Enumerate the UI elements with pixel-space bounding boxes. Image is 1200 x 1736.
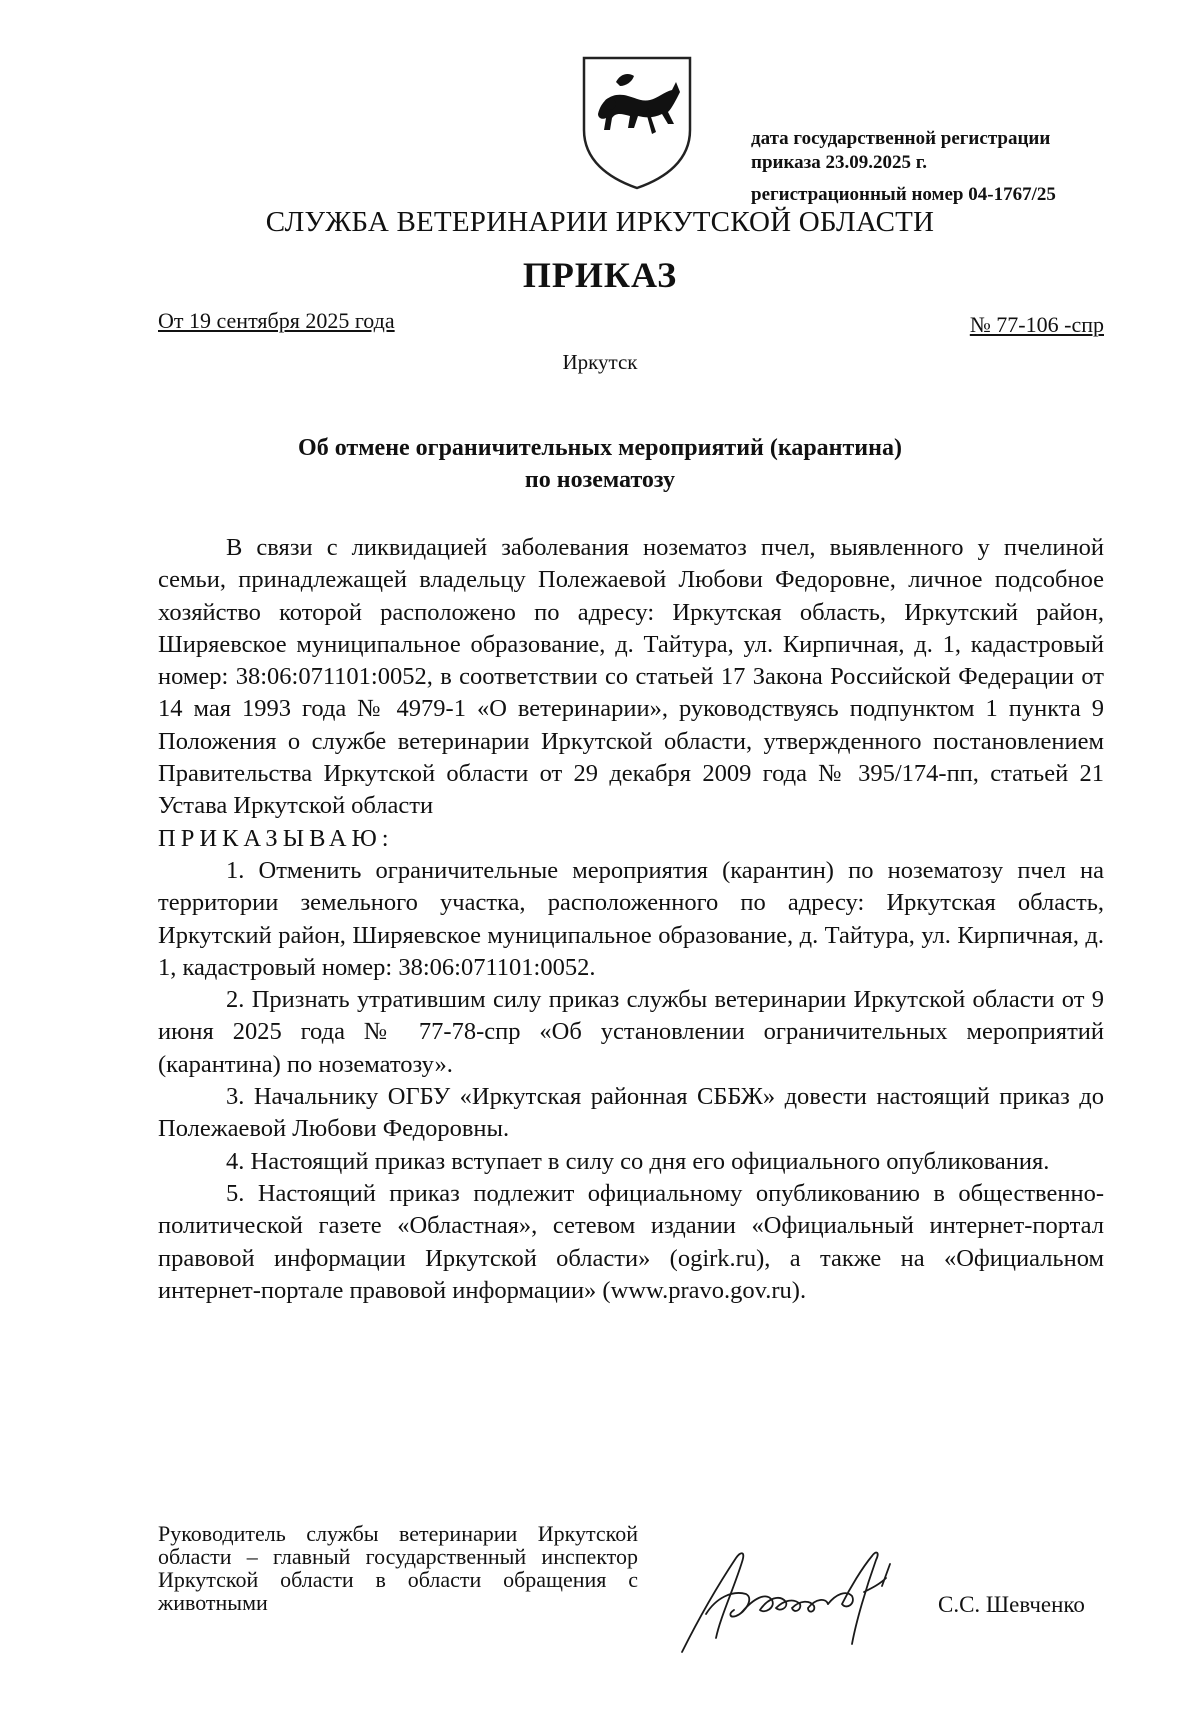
signatory-name: С.С. Шевченко <box>938 1592 1085 1617</box>
order-city: Иркутск <box>562 350 638 374</box>
registration-date-value: приказа 23.09.2025 г. <box>751 152 927 173</box>
coat-of-arms-icon <box>576 52 698 192</box>
registration-number: регистрационный номер 04-1767/25 <box>751 184 1056 205</box>
order-item-4: 4. Настоящий приказ вступает в силу со дня его официального опубликования. <box>226 1147 1050 1175</box>
order-item-5: 5. Настоящий приказ подлежит официальному опубликованию в общественно-политической газете «Областная», сетевом издании «Официальный интернет-портал правовой информации Иркутской области» (ogirk.ru), а также на «Официальном интернет-портале правовой информации» (www.pravo.gov.ru). <box>158 1179 1104 1304</box>
order-title-line1: Об отмене ограничительных мероприятий (карантина) <box>298 435 902 461</box>
order-body <box>158 532 1104 1307</box>
order-date: От 19 сентября 2025 года <box>158 308 395 333</box>
handwritten-signature <box>676 1528 946 1658</box>
agency-name: СЛУЖБА ВЕТЕРИНАРИИ ИРКУТСКОЙ ОБЛАСТИ <box>265 206 935 238</box>
preamble-paragraph: В связи с ликвидацией заболевания нозематоз пчел, выявленного у пчелиной семьи, принадлежащей владельцу Полежаевой Любови Федоровне, личное подсобное хозяйство которой расположено по адресу: Иркутская область, Иркутский район, Ширяевское муниципальное образование, д. Тайтура, ул. Кирпичная, д. 1, кадастровый номер: 38:06:071101:0052, в соответствии со статьей 17 Закона Российской Федерации от 14 мая 1993 года № 4979-1 «О ветеринарии», руководствуясь подпунктом 1 пункта 9 Положения о службе ветеринарии Иркутской области, утвержденного постановлением Правительства Иркутской области от 29 декабря 2009 года № 395/174-пп, статьей 21 Устава Иркутской области <box>158 534 1104 820</box>
order-item-3: 3. Начальнику ОГБУ «Иркутская районная СББЖ» довести настоящий приказ до Полежаевой Любови Федоровны. <box>158 1083 1104 1143</box>
order-title-line2: по нозематозу <box>524 467 676 493</box>
document-type: ПРИКАЗ <box>522 255 678 295</box>
decree-word: ПРИКАЗЫВАЮ: <box>158 824 394 852</box>
order-number: № 77-106 -спр <box>969 312 1104 337</box>
order-item-1: 1. Отменить ограничительные мероприятия (карантин) по нозематозу пчел на территории земельного участка, расположенного по адресу: Иркутская область, Иркутский район, Ширяевское муниципальное образование, д. Тайтура, ул. Кирпичная, д. 1, кадастровый номер: 38:06:071101:0052. <box>158 856 1104 981</box>
registration-date-label: дата государственной регистрации <box>751 128 1051 149</box>
signatory-position: Руководитель службы ветеринарии Иркутской области – главный государственный инспектор Иркутской области в области обращения с животными <box>158 1521 638 1615</box>
order-title <box>0 432 1200 496</box>
order-item-2: 2. Признать утратившим силу приказ службы ветеринарии Иркутской области от 9 июня 2025 года № 77-78-спр «Об установлении ограничительных мероприятий (карантина) по нозематозу». <box>158 986 1104 1078</box>
